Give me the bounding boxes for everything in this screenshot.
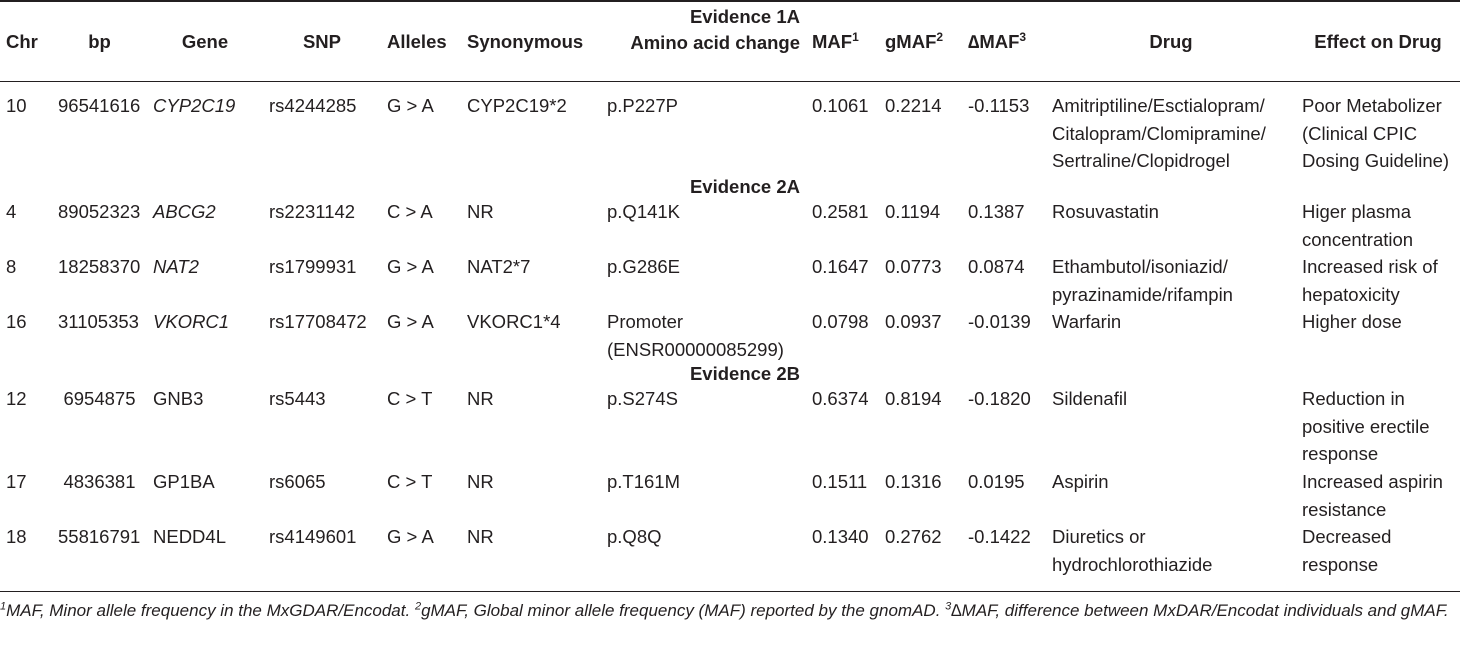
cell-maf: 0.1061 <box>812 95 869 116</box>
cell-aa-change: p.S274S <box>607 388 678 409</box>
cell-chr: 18 <box>6 526 27 547</box>
cell-bp: 31105353 <box>58 311 139 332</box>
cell-effect: Higer plasma concentration <box>1302 201 1414 250</box>
cell-maf: 0.6374 <box>812 388 869 409</box>
cell-drug: Amitriptiline/Esctialopram/ Citalopram/Clomipramine/ Sertraline/Clopidrogel <box>1052 95 1266 171</box>
cell-maf: 0.1511 <box>812 471 868 492</box>
cell-aa-change: p.P227P <box>607 95 678 116</box>
col-effect: Effect on Drug <box>1314 31 1442 52</box>
group-row-2b <box>0 363 1460 385</box>
cell-dmaf: 0.0195 <box>968 471 1025 492</box>
cell-effect: Increased aspirin resistance <box>1302 471 1443 520</box>
table-footnote: $^1$MAF, Minor allele frequency in the MxGDAR/Encodat. $^2$gMAF, Global minor allele frequency (MAF) reported by the gnomAD. $^3$∆MAF, difference between MxDAR/Encodat individuals and gMAF. <box>0 600 1449 620</box>
cell-snp: rs4149601 <box>269 526 357 547</box>
cell-snp: rs17708472 <box>269 311 367 332</box>
cell-chr: 17 <box>6 471 27 492</box>
col-gene: Gene <box>181 31 229 52</box>
col-chr: Chr <box>6 31 38 52</box>
cell-gmaf: 0.2762 <box>885 526 942 547</box>
cell-snp: rs1799931 <box>269 256 357 277</box>
bottom-rule <box>0 591 1460 592</box>
cell-snp: rs4244285 <box>269 95 357 116</box>
cell-snp: rs2231142 <box>269 201 356 222</box>
cell-drug: Rosuvastatin <box>1052 201 1159 222</box>
cell-gene: ABCG2 <box>153 201 216 222</box>
cell-gene: NAT2 <box>153 256 199 277</box>
cell-aa-change: p.G286E <box>607 256 681 277</box>
table-row <box>0 385 1460 468</box>
cell-drug: Sildenafil <box>1052 388 1128 409</box>
table-row <box>0 308 1460 363</box>
table-row <box>0 468 1460 523</box>
col-synonymous: Synonymous <box>467 31 584 52</box>
cell-maf: 0.1340 <box>812 526 869 547</box>
cell-dmaf: 0.1387 <box>968 201 1025 222</box>
table-row <box>0 523 1460 581</box>
group-row-2a <box>0 176 1460 198</box>
group-label-2a: Evidence 2A <box>689 176 800 197</box>
col-amino-acid-change: Evidence 1A Amino acid change <box>601 0 806 62</box>
cell-aa-change: Promoter (ENSR00000085299) <box>607 311 784 360</box>
cell-drug: Aspirin <box>1052 471 1109 492</box>
cell-alleles: G > A <box>387 95 434 116</box>
col-maf: MAF$^1$ <box>812 29 859 52</box>
cell-gmaf: 0.2214 <box>885 95 942 116</box>
col-dmaf: ∆MAF$^3$ <box>968 29 1027 52</box>
col-drug: Drug <box>1149 31 1193 52</box>
cell-chr: 12 <box>6 388 27 409</box>
group-label-1a: Evidence 1A <box>689 6 800 27</box>
cell-dmaf: -0.1422 <box>968 526 1031 547</box>
col-alleles: Alleles <box>387 31 447 52</box>
cell-aa-change: p.Q141K <box>607 201 681 222</box>
cell-drug: Ethambutol/isoniazid/ pyrazinamide/rifampin <box>1052 256 1233 305</box>
cell-alleles: G > A <box>387 311 434 332</box>
cell-bp: 6954875 <box>63 388 136 409</box>
cell-synonymous: NAT2*7 <box>467 256 531 277</box>
cell-gmaf: 0.0937 <box>885 311 942 332</box>
cell-maf: 0.0798 <box>812 311 869 332</box>
cell-dmaf: -0.1820 <box>968 388 1031 409</box>
cell-snp: rs6065 <box>269 471 326 492</box>
cell-effect: Reduction in positive erectile response <box>1302 388 1430 464</box>
cell-alleles: C > T <box>387 471 433 492</box>
cell-maf: 0.1647 <box>812 256 869 277</box>
cell-gene: VKORC1 <box>153 311 230 332</box>
cell-chr: 16 <box>6 311 27 332</box>
cell-snp: rs5443 <box>269 388 326 409</box>
cell-drug: Diuretics or hydrochlorothiazide <box>1052 526 1213 575</box>
cell-synonymous: NR <box>467 201 494 222</box>
cell-gmaf: 0.8194 <box>885 388 942 409</box>
cell-alleles: G > A <box>387 526 434 547</box>
cell-dmaf: -0.0139 <box>968 311 1031 332</box>
table-row <box>0 253 1460 308</box>
cell-gene: GP1BA <box>153 471 215 492</box>
cell-effect: Decreased response <box>1302 526 1392 575</box>
cell-gene: NEDD4L <box>153 526 226 547</box>
cell-dmaf: -0.1153 <box>968 95 1030 116</box>
cell-alleles: C > A <box>387 201 433 222</box>
cell-synonymous: NR <box>467 526 494 547</box>
cell-synonymous: CYP2C19*2 <box>467 95 567 116</box>
cell-gmaf: 0.1316 <box>885 471 942 492</box>
cell-aa-change: p.Q8Q <box>607 526 662 547</box>
cell-chr: 8 <box>6 256 17 277</box>
cell-maf: 0.2581 <box>812 201 869 222</box>
cell-bp: 4836381 <box>63 471 136 492</box>
cell-bp: 96541616 <box>58 95 141 116</box>
group-label-2b: Evidence 2B <box>689 363 800 384</box>
cell-alleles: C > T <box>387 388 433 409</box>
cell-effect: Higher dose <box>1302 311 1402 332</box>
cell-aa-change: p.T161M <box>607 471 681 492</box>
cell-gmaf: 0.1194 <box>885 201 941 222</box>
cell-chr: 4 <box>6 201 17 222</box>
cell-chr: 10 <box>6 95 27 116</box>
table-row <box>0 62 1460 176</box>
cell-gmaf: 0.0773 <box>885 256 942 277</box>
header-row <box>0 0 1460 62</box>
cell-gene: GNB3 <box>153 388 204 409</box>
cell-dmaf: 0.0874 <box>968 256 1025 277</box>
cell-alleles: G > A <box>387 256 434 277</box>
cell-bp: 18258370 <box>58 256 141 277</box>
cell-synonymous: VKORC1*4 <box>467 311 561 332</box>
table-row <box>0 198 1460 253</box>
cell-synonymous: NR <box>467 388 494 409</box>
col-gmaf: gMAF$^2$ <box>885 29 944 52</box>
cell-gene: CYP2C19 <box>153 95 236 116</box>
col-snp: SNP <box>302 31 342 52</box>
cell-bp: 89052323 <box>58 201 141 222</box>
cell-synonymous: NR <box>467 471 494 492</box>
cell-effect: Poor Metabolizer (Clinical CPIC Dosing Guideline) <box>1302 95 1450 171</box>
cell-bp: 55816791 <box>58 526 141 547</box>
header-divider <box>0 81 1460 82</box>
cell-effect: Increased risk of hepatoxicity <box>1302 256 1438 305</box>
col-bp: bp <box>88 31 111 52</box>
cell-drug: Warfarin <box>1052 311 1122 332</box>
